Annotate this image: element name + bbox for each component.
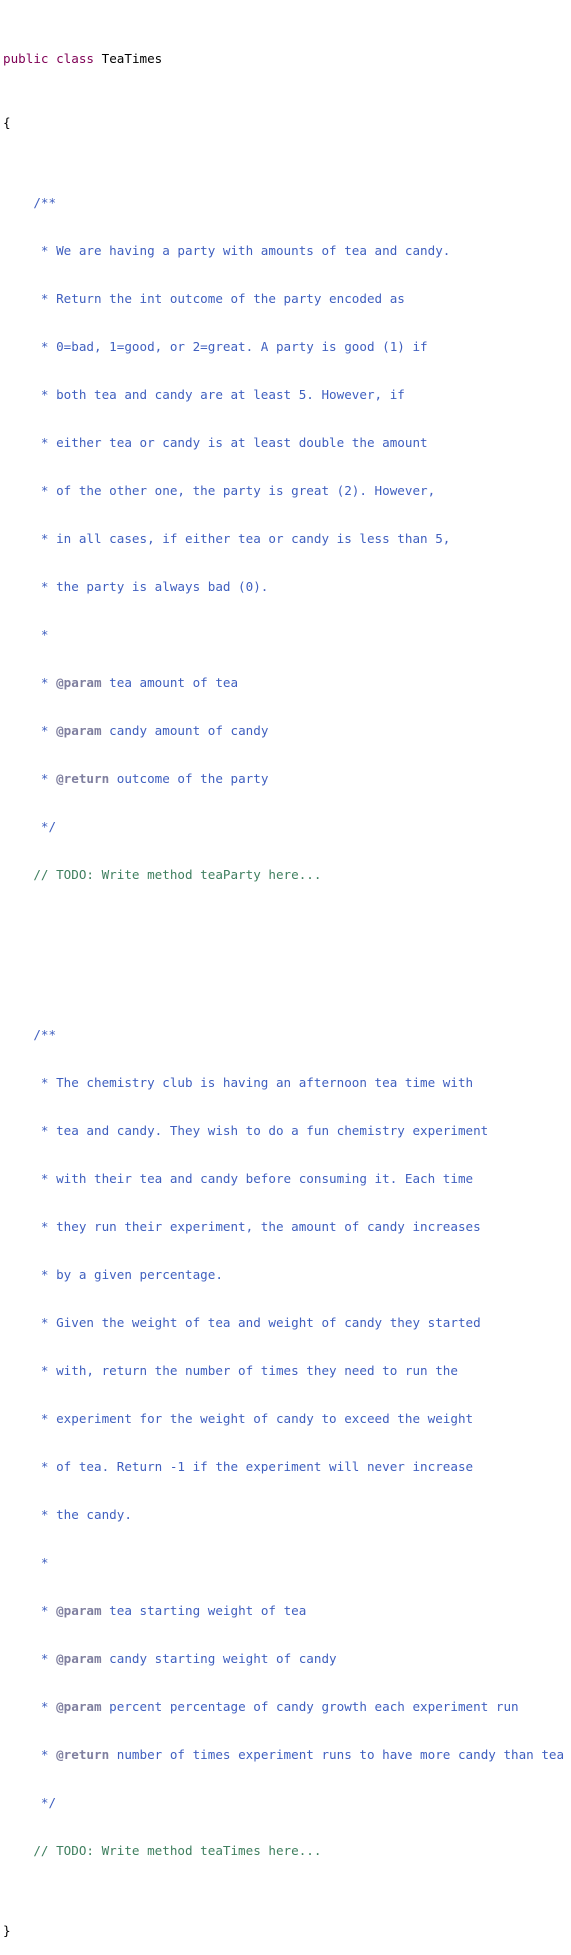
javadoc-line: * Given the weight of tea and weight of candy they started bbox=[33, 1315, 481, 1330]
todo-comment-line bbox=[3, 1843, 571, 1859]
close-brace: } bbox=[3, 1923, 11, 1938]
blank-line bbox=[3, 947, 571, 963]
keyword-class: class bbox=[56, 51, 95, 66]
javadoc-line: * they run their experiment, the amount of candy increases bbox=[33, 1219, 481, 1234]
javadoc-line: * experiment for the weight of candy to exceed the weight bbox=[33, 1411, 474, 1426]
javadoc-open: /** bbox=[33, 195, 57, 210]
javadoc-param-tag: @param bbox=[56, 675, 102, 690]
javadoc-line: * the party is always bad (0). bbox=[33, 579, 269, 594]
class-declaration-line bbox=[3, 51, 571, 67]
class-name: TeaTimes bbox=[101, 51, 163, 66]
javadoc-line: * with, return the number of times they need to run the bbox=[33, 1363, 458, 1378]
javadoc-open: /** bbox=[33, 1027, 57, 1042]
javadoc-param-line: * @param tea amount of tea bbox=[33, 675, 239, 690]
javadoc-param-line: * @param candy starting weight of candy bbox=[33, 1651, 337, 1666]
open-brace: { bbox=[3, 115, 11, 130]
open-brace-line bbox=[3, 115, 571, 131]
javadoc-line: * We are having a party with amounts of tea and candy. bbox=[33, 243, 451, 258]
javadoc-open-line bbox=[3, 195, 571, 211]
javadoc-param-tag: @param bbox=[56, 1603, 102, 1618]
javadoc-param-tag: @param bbox=[56, 1699, 102, 1714]
javadoc-close-line bbox=[3, 1795, 571, 1811]
javadoc-param-tag: @param bbox=[56, 1651, 102, 1666]
javadoc-close: */ bbox=[33, 819, 57, 834]
todo-comment-teaparty: // TODO: Write method teaParty here... bbox=[33, 867, 322, 882]
keyword-public: public bbox=[3, 51, 49, 66]
javadoc-return-line: * @return number of times experiment runs to have more candy than tea bbox=[33, 1747, 565, 1762]
javadoc-return-tag: @return bbox=[56, 1747, 110, 1762]
javadoc-close: */ bbox=[33, 1795, 57, 1810]
javadoc-close-line bbox=[3, 819, 571, 835]
close-brace-line bbox=[3, 1923, 571, 1939]
javadoc-param-tag: @param bbox=[56, 723, 102, 738]
javadoc-line: * tea and candy. They wish to do a fun chemistry experiment bbox=[33, 1123, 489, 1138]
javadoc-param-line: * @param candy amount of candy bbox=[33, 723, 269, 738]
javadoc-line: * The chemistry club is having an afternoon tea time with bbox=[33, 1075, 474, 1090]
javadoc-line: * with their tea and candy before consuming it. Each time bbox=[33, 1171, 474, 1186]
javadoc-return-line: * @return outcome of the party bbox=[33, 771, 269, 786]
javadoc-line: * of the other one, the party is great (2). However, bbox=[33, 483, 436, 498]
javadoc-param-line: * @param tea starting weight of tea bbox=[33, 1603, 307, 1618]
javadoc-line: * 0=bad, 1=good, or 2=great. A party is good (1) if bbox=[33, 339, 428, 354]
javadoc-open-line bbox=[3, 1027, 571, 1043]
javadoc-line: * either tea or candy is at least double the amount bbox=[33, 435, 428, 450]
code-editor[interactable] bbox=[3, 3, 571, 1955]
javadoc-line: * both tea and candy are at least 5. However, if bbox=[33, 387, 405, 402]
javadoc-line: * of tea. Return -1 if the experiment will never increase bbox=[33, 1459, 474, 1474]
javadoc-return-tag: @return bbox=[56, 771, 110, 786]
javadoc-line: * bbox=[33, 627, 49, 642]
javadoc-line: * by a given percentage. bbox=[33, 1267, 223, 1282]
javadoc-line: * Return the int outcome of the party encoded as bbox=[33, 291, 405, 306]
javadoc-line: * in all cases, if either tea or candy is less than 5, bbox=[33, 531, 451, 546]
todo-comment-line bbox=[3, 867, 571, 883]
javadoc-param-line: * @param percent percentage of candy growth each experiment run bbox=[33, 1699, 519, 1714]
javadoc-line: * the candy. bbox=[33, 1507, 132, 1522]
todo-comment-teatimes: // TODO: Write method teaTimes here... bbox=[33, 1843, 322, 1858]
javadoc-line: * bbox=[33, 1555, 49, 1570]
